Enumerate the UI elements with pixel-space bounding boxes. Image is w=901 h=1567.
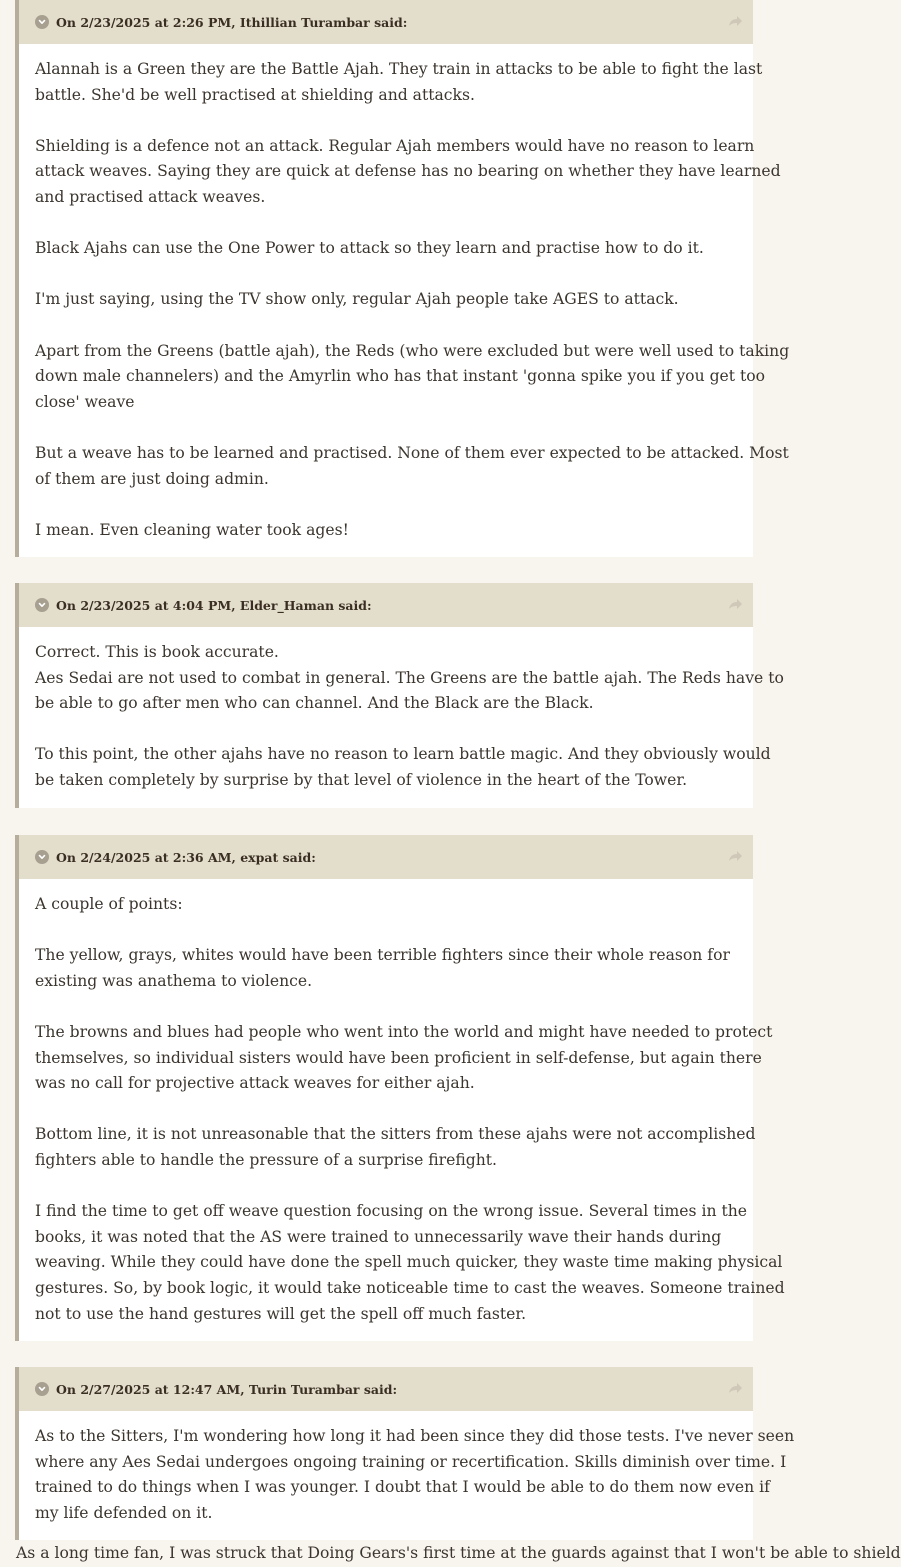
quote-block	[15, 0, 790, 557]
quote-body	[19, 44, 790, 557]
quote-citation[interactable]: On 2/24/2025 at 2:36 AM, expat said:	[56, 849, 316, 865]
quote-body	[19, 1411, 795, 1540]
quote-line: I mean. Even cleaning water took ages!	[35, 520, 349, 539]
quote-line: be taken completely by surprise by that level of violence in the heart of the Tower.	[35, 770, 688, 789]
reply-text-partial: As a long time fan, I was struck that Doing Gears's first time at the guards against that I won't be able to shield	[16, 1544, 901, 1562]
quote-block	[15, 583, 784, 808]
quote-header	[19, 835, 753, 879]
chevron-down-icon[interactable]	[35, 598, 49, 612]
quote-paragraph	[35, 742, 771, 793]
quote-paragraph	[35, 640, 784, 717]
quote-paragraph	[35, 1199, 785, 1327]
quote-line: The browns and blues had people who went into the world and might have needed to protect	[35, 1022, 773, 1041]
quote-line: be able to go after men who can channel. And the Black are the Black.	[35, 694, 594, 713]
quote-line: Shielding is a defence not an attack. Regular Ajah members would have no reason to learn	[35, 136, 755, 155]
quote-line: battle. She'd be well practised at shielding and attacks.	[35, 85, 475, 104]
quote-line: Black Ajahs can use the One Power to attack so they learn and practise how to do it.	[35, 239, 704, 258]
quote-block	[15, 1367, 795, 1540]
quote-line: not to use the hand gestures will get the spell off much faster.	[35, 1304, 527, 1323]
quote-header	[19, 583, 753, 627]
quote-line: Apart from the Greens (battle ajah), the Reds (who were excluded but were well used to taking	[35, 341, 790, 360]
quote-line: attack weaves. Saying they are quick at defense has no bearing on whether they have learned	[35, 162, 781, 181]
quote-paragraph	[35, 134, 781, 211]
quote-paragraph	[35, 236, 737, 262]
share-arrow-icon[interactable]	[727, 596, 743, 612]
quote-paragraph	[35, 518, 737, 544]
quote-line: I find the time to get off weave question focusing on the wrong issue. Several times in the	[35, 1202, 747, 1221]
quote-line: Bottom line, it is not unreasonable that the sitters from these ajahs were not accomplished	[35, 1125, 756, 1144]
quote-paragraph	[35, 943, 737, 994]
quote-line: Correct. This is book accurate.	[35, 643, 279, 661]
quote-line: trained to do things when I was younger. I doubt that I would be able to do them now even if	[35, 1478, 770, 1497]
quote-paragraph	[35, 339, 790, 416]
quote-line: weaving. While they could have done the spell much quicker, they waste time making physical	[35, 1253, 783, 1272]
quote-line: was no call for projective attack weaves for either ajah.	[35, 1074, 475, 1093]
quote-line: fighters able to handle the pressure of a surprise firefight.	[35, 1150, 497, 1169]
quote-line: To this point, the other ajahs have no reason to learn battle magic. And they obviously would	[35, 745, 771, 764]
quote-line: books, it was noted that the AS were trained to unnecessarily wave their hands during	[35, 1227, 722, 1246]
quote-body	[19, 879, 785, 1341]
quote-line: Aes Sedai are not used to combat in general. The Greens are the battle ajah. The Reds have to	[35, 668, 784, 687]
quote-paragraph	[35, 1424, 795, 1526]
chevron-down-icon[interactable]	[35, 850, 49, 864]
quote-paragraph	[35, 57, 763, 108]
quote-body	[19, 627, 784, 808]
quote-line: The yellow, grays, whites would have been terrible fighters since their whole reason for	[35, 946, 730, 965]
quote-line: down male channelers) and the Amyrlin who has that instant 'gonna spike you if you get too	[35, 367, 766, 386]
share-arrow-icon[interactable]	[727, 1380, 743, 1396]
quote-paragraph	[35, 1020, 773, 1097]
quote-line: As to the Sitters, I'm wondering how long it had been since they did those tests. I've never seen	[35, 1427, 795, 1445]
quote-line: themselves, so individual sisters would have been proficient in self-defense, but again there	[35, 1048, 762, 1067]
quote-line: close' weave	[35, 392, 135, 411]
quote-line: existing was anathema to violence.	[35, 971, 313, 990]
quote-line: But a weave has to be learned and practised. None of them ever expected to be attacked. Most	[35, 443, 789, 462]
quote-line: my life defended on it.	[35, 1503, 213, 1522]
quote-paragraph	[35, 441, 789, 492]
quote-paragraph	[35, 1122, 756, 1173]
quote-header	[19, 0, 753, 44]
quote-block	[15, 835, 785, 1341]
quote-citation[interactable]: On 2/23/2025 at 2:26 PM, Ithillian Turambar said:	[56, 14, 408, 30]
quote-line: A couple of points:	[35, 895, 183, 913]
quote-line: of them are just doing admin.	[35, 469, 269, 488]
quote-line: I'm just saying, using the TV show only, regular Ajah people take AGES to attack.	[35, 290, 679, 309]
quote-header	[19, 1367, 753, 1411]
quote-line: gestures. So, by book logic, it would take noticeable time to cast the weaves. Someone trained	[35, 1278, 785, 1297]
quote-citation[interactable]: On 2/23/2025 at 4:04 PM, Elder_Haman said:	[56, 597, 372, 613]
chevron-down-icon[interactable]	[35, 1382, 49, 1396]
quote-line: Alannah is a Green they are the Battle Ajah. They train in attacks to be able to fight the last	[35, 60, 763, 78]
share-arrow-icon[interactable]	[727, 13, 743, 29]
quote-line: where any Aes Sedai undergoes ongoing training or recertification. Skills diminish over time. I	[35, 1452, 787, 1471]
chevron-down-icon[interactable]	[35, 15, 49, 29]
share-arrow-icon[interactable]	[727, 848, 743, 864]
quote-paragraph	[35, 892, 737, 918]
quote-line: and practised attack weaves.	[35, 187, 266, 206]
quote-citation[interactable]: On 2/27/2025 at 12:47 AM, Turin Turambar said:	[56, 1381, 398, 1397]
quote-paragraph	[35, 287, 737, 313]
